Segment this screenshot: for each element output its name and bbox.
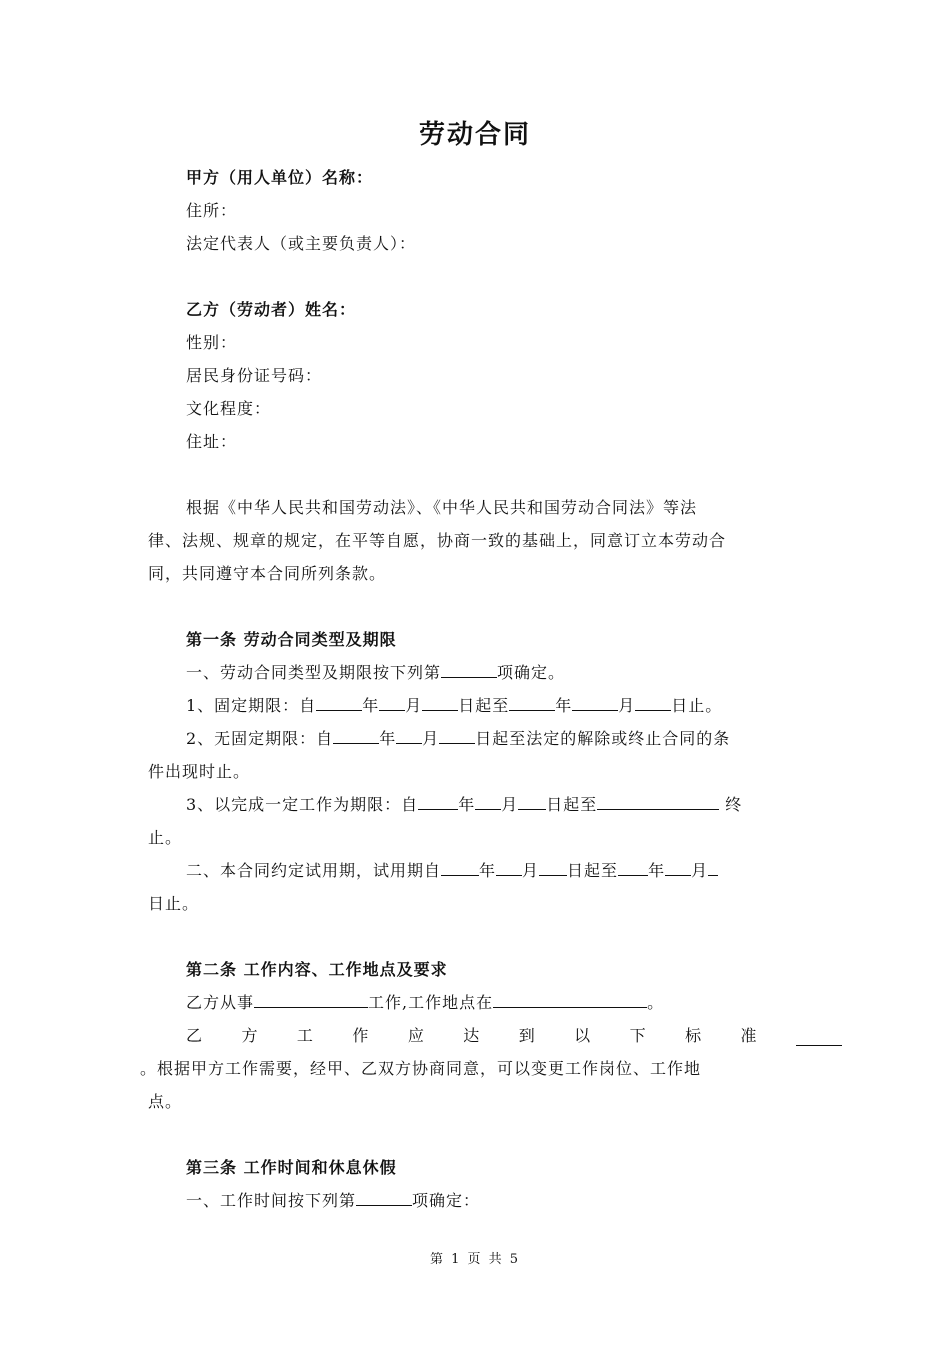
standard-char: 到 xyxy=(518,1026,536,1045)
work-change-line: 。根据甲方工作需要，经甲、乙双方协商同意，可以变更工作岗位、工作地 xyxy=(140,1059,702,1078)
open-term-line xyxy=(186,729,730,749)
fixed-start-year-blank[interactable] xyxy=(316,696,362,711)
open-term-condition: 日起至法定的解除或终止合同的条 xyxy=(475,729,731,748)
probation-end-year-blank[interactable] xyxy=(618,861,648,876)
fixed-term-label: 1、固定期限：自 xyxy=(186,696,317,715)
month-label: 月 xyxy=(618,696,636,715)
work-type-blank[interactable] xyxy=(254,993,368,1008)
work-location-blank[interactable] xyxy=(493,993,647,1008)
open-start-day-blank[interactable] xyxy=(439,729,475,744)
standard-char: 应 xyxy=(407,1026,425,1045)
year-label: 年 xyxy=(362,696,380,715)
open-start-month-blank[interactable] xyxy=(396,729,422,744)
task-start-year-blank[interactable] xyxy=(418,795,458,810)
document-title: 劳动合同 xyxy=(418,120,531,150)
work-hours-option-blank[interactable] xyxy=(356,1191,412,1206)
work-content-line xyxy=(186,993,664,1013)
contract-type-blank[interactable] xyxy=(441,663,497,678)
day-until-label: 日起至 xyxy=(567,861,619,880)
fixed-end-day-blank[interactable] xyxy=(635,696,671,711)
task-term-line xyxy=(186,795,742,815)
article-1-heading: 第一条 劳动合同类型及期限 xyxy=(186,630,397,649)
year-label: 年 xyxy=(555,696,573,715)
month-label: 月 xyxy=(522,861,540,880)
article-3-heading: 第三条 工作时间和休息休假 xyxy=(186,1158,397,1177)
open-start-year-blank[interactable] xyxy=(333,729,379,744)
party-b-gender: 性别： xyxy=(186,333,238,352)
party-a-representative: 法定代表人（或主要负责人）： xyxy=(186,234,417,253)
task-term-line-2: 止。 xyxy=(148,828,183,847)
open-term-label: 2、无固定期限：自 xyxy=(186,729,334,748)
probation-line-2: 日止。 xyxy=(148,894,200,913)
standard-char: 乙 xyxy=(186,1026,204,1045)
probation-start-month-blank[interactable] xyxy=(496,861,522,876)
task-term-label: 3、以完成一定工作为期限：自 xyxy=(186,795,419,814)
work-change-line-2: 点。 xyxy=(148,1092,183,1111)
article-1-item-1-suffix: 项确定。 xyxy=(497,663,566,682)
probation-line xyxy=(186,861,718,881)
standard-char: 作 xyxy=(352,1026,370,1045)
fixed-start-day-blank[interactable] xyxy=(422,696,458,711)
standard-char: 以 xyxy=(574,1026,592,1045)
month-label: 月 xyxy=(691,861,709,880)
page-number-footer: 第 1 页 共 5 xyxy=(429,1252,521,1267)
party-a-address: 住所： xyxy=(186,201,238,220)
preamble-line-1: 根据《中华人民共和国劳动法》、《中华人民共和国劳动合同法》等法 xyxy=(186,498,698,517)
month-label: 月 xyxy=(405,696,423,715)
standard-char: 方 xyxy=(241,1026,259,1045)
preamble-line-2: 律、法规、规章的规定，在平等自愿，协商一致的基础上，同意订立本劳动合 xyxy=(148,531,727,550)
fixed-term-line xyxy=(186,696,722,716)
fixed-end-year-blank[interactable] xyxy=(509,696,555,711)
probation-start-year-blank[interactable] xyxy=(441,861,479,876)
standard-char: 工 xyxy=(296,1026,314,1045)
party-a-heading: 甲方（用人单位）名称： xyxy=(186,168,374,187)
standard-char: 标 xyxy=(685,1026,703,1045)
probation-start-day-blank[interactable] xyxy=(539,861,567,876)
task-start-day-blank[interactable] xyxy=(518,795,546,810)
party-b-address: 住址： xyxy=(186,432,238,451)
work-type-label: 乙方从事 xyxy=(186,993,255,1012)
day-until-label: 日起至 xyxy=(546,795,598,814)
task-description-blank[interactable] xyxy=(597,795,719,810)
open-term-line-2: 件出现时止。 xyxy=(148,762,251,781)
standard-char: 准 xyxy=(740,1026,758,1045)
party-b-heading: 乙方（劳动者）姓名： xyxy=(186,300,357,319)
year-label: 年 xyxy=(648,861,666,880)
probation-end-day-blank[interactable] xyxy=(708,861,718,876)
task-start-month-blank[interactable] xyxy=(475,795,501,810)
probation-label: 二、本合同约定试用期，试用期自 xyxy=(186,861,442,880)
year-label: 年 xyxy=(479,861,497,880)
article-1-item-1 xyxy=(186,663,565,683)
work-hours-line xyxy=(186,1191,480,1211)
task-end-label: 终 xyxy=(725,795,743,814)
preamble-line-3: 同，共同遵守本合同所列条款。 xyxy=(148,564,387,583)
day-end-label: 日止。 xyxy=(671,696,723,715)
standard-char: 达 xyxy=(463,1026,481,1045)
work-standard-line xyxy=(186,1026,842,1046)
standard-char: 下 xyxy=(629,1026,647,1045)
fixed-start-month-blank[interactable] xyxy=(379,696,405,711)
probation-end-month-blank[interactable] xyxy=(665,861,691,876)
month-label: 月 xyxy=(422,729,440,748)
work-location-label: 工作,工作地点在 xyxy=(368,993,494,1012)
party-b-id-number: 居民身份证号码： xyxy=(186,366,323,385)
work-hours-label: 一、工作时间按下列第 xyxy=(186,1191,357,1210)
period: 。 xyxy=(647,993,665,1012)
fixed-end-month-blank[interactable] xyxy=(572,696,618,711)
day-until-label: 日起至 xyxy=(458,696,510,715)
year-label: 年 xyxy=(458,795,476,814)
party-b-education: 文化程度： xyxy=(186,399,272,418)
work-standard-blank[interactable] xyxy=(796,1031,842,1046)
article-1-item-1-text: 一、劳动合同类型及期限按下列第 xyxy=(186,663,442,682)
work-hours-suffix: 项确定： xyxy=(412,1191,481,1210)
month-label: 月 xyxy=(501,795,519,814)
article-2-heading: 第二条 工作内容、工作地点及要求 xyxy=(186,960,448,979)
year-label: 年 xyxy=(379,729,397,748)
